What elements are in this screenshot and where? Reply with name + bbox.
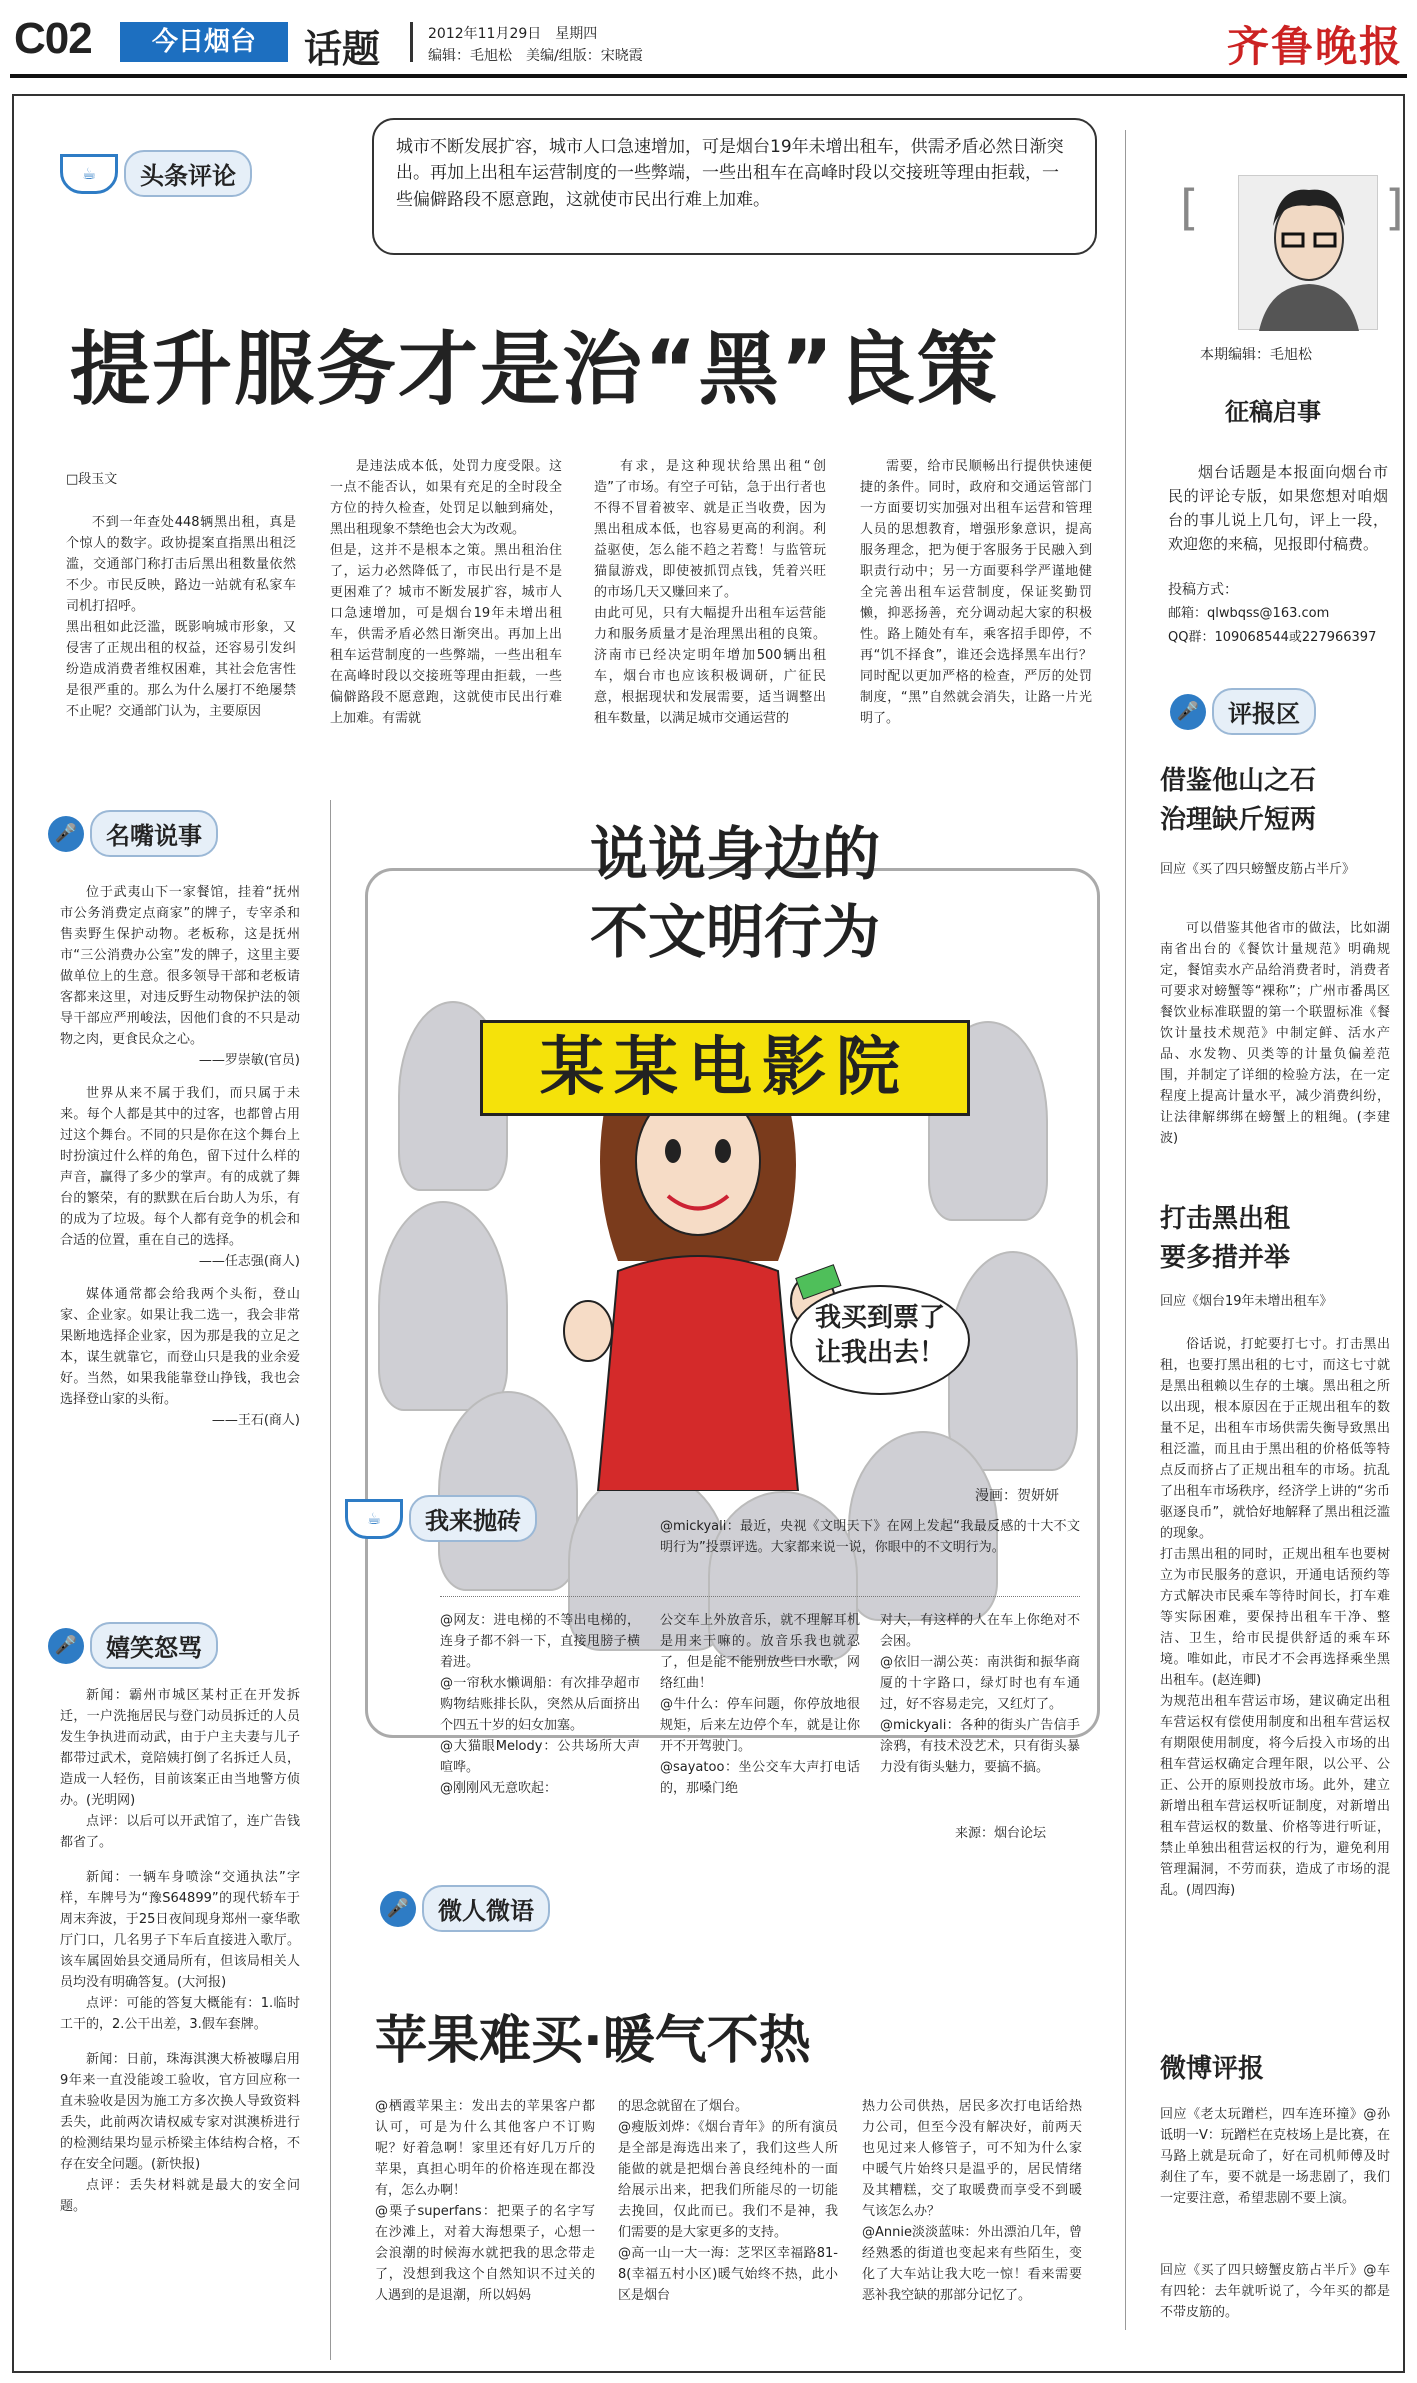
joke-comment: 点评：可能的答复大概能有：1.临时工干的，2.公干出差，3.假车套牌。: [60, 1996, 300, 2032]
bracket-right-icon: ]: [1385, 180, 1404, 236]
review-2-reply: 回应《烟台19年未增出租车》: [1160, 1294, 1333, 1309]
famous-source: ——王石(商人): [211, 1413, 300, 1428]
lead-col-4: 需要，给市民顺畅出行提供快速便捷的条件。同时，政府和交通运管部门一方面要切实加强对出租车运营和管理人员的思想教育，增强形象意识，提高服务理念，把为便于客服务于民融入到职责行动中；另一方面要科学严谨地健全完善出租车运营制度，保证奖勤罚懒，抑恶扬善，充分调动起大家的积极性。路上随处有车，乘客招手即停，不再“饥不择食”，谁还会选择黑车出行？同时配以更加严格的检查，严厉的处罚制度，“黑”自然就会消失，让路一片光明了。: [860, 459, 1092, 726]
cinema-sign: 某某电影院: [480, 1020, 970, 1116]
weibo-col-1: @栖霞苹果主：发出去的苹果客户都认可，可是为什么其他客户不订购呢？好着急啊！家里还有好几万斤的苹果，真担心明年的价格连现在都没有，怎么办啊！ @栗子superfans：把栗子的名字写在沙滩上，对着大海想栗子，心想一会浪潮的时候海水就把我的思念带走了，没想到我这个自然知识不过关的人遇到的是退潮，所以妈妈: [375, 2099, 595, 2303]
review-1-body: 可以借鉴其他省市的做法，比如湖南省出台的《餐饮计量规范》明确规定，餐馆卖水产品给消费者时，消费者可要求对螃蟹等“裸称”；广州市番禺区餐饮业标准联盟的第一个联盟标准《餐饮计量技术规范》中制定鲜、活水产品、水发物、贝类等的计量负偏差范围，并制定了详细的检验方法，在一定程度上提高计量水平，减少消费纠纷，让法律解绑绑在螃蟹上的粗绳。(李建波): [1160, 921, 1390, 1146]
lead-summary-bubble: 城市不断发展扩容，城市人口急速增加，可是烟台19年未增出租车，供需矛盾必然日渐突出。再加上出租车运营制度的一些弊端，一些出租车在高峰时段以交接班等理由拒载，一些偏僻路段不愿意跑，这就使市民出行难上加难。: [372, 118, 1097, 255]
contact-email[interactable]: 邮箱：qlwbqss@163.com: [1168, 606, 1330, 621]
header-rule: [10, 74, 1407, 78]
microphone-icon: 🎤: [1170, 694, 1206, 730]
review-1-reply: 回应《买了四只螃蟹皮筋占半斤》: [1160, 862, 1356, 877]
lead-label: ☕ 头条评论: [60, 150, 252, 197]
lead-author: □段玉文: [66, 472, 118, 487]
famous-column: [60, 882, 300, 1431]
throw-divider: [440, 1596, 1080, 1597]
lead-col-3: 有求，是这种现状给黑出租“创造”了市场。有空子可钻，急于出行者也不得不冒着被宰、就是正当收费，因为黑出租成本低，也容易更高的利润。利益驱使，怎么能不趋之若鹜！与监管玩猫鼠游戏，即使被抓罚点钱，凭着兴旺的市场几天又赚回来了。 由此可见，只有大幅提升出租车运营能力和服务质量才是治理黑出租的良策。济南市已经决定明年增加500辆出租车，烟台市也应该积极调研，广征民意，根据现状和发展需要，适当调整出租车数量，以满足城市交通运营的: [594, 459, 826, 726]
famous-quote: 世界从来不属于我们，而只属于未来。每个人都是其中的过客，也都曾占用过这个舞台。不同的只是你在这个舞台上时扮演过什么样的角色，留下过什么样的声音，赢得了多少的掌声。有的成就了舞台的繁荣，有的默默在后台助人为乐，有的成为了垃圾。每个人都有竞争的机会和合适的位置，重在自己的选择。: [60, 1086, 300, 1248]
joke-comment: 点评：以后可以开武馆了，连广告钱都省了。: [60, 1814, 300, 1850]
section-badge: 今日烟台: [120, 22, 288, 62]
review-2-body: 俗话说，打蛇要打七寸。打击黑出租，也要打黑出租的七寸，而这七寸就是黑出租赖以生存的土壤。黑出租之所以出现，根本原因在于正规出租车的数量不足，出租车市场供需失衡导致黑出租泛滥，而且由于黑出租的价格低等特点反而挤占了正规出租车的市场。抗乱了出租车市场秩序，经济学上讲的“劣币驱逐良币”，就恰好地解释了黑出租泛滥的现象。 打击黑出租的同时，正规出租车也要树立为市民服务的意识，开通电话预约等方式解决市民乘车等待时间长，打车难等实际困难，要保持出租车干净、整洁、卫生，给市民提供舒适的乘车环境。唯如此，市民才不会再选择乘坐黑出租车。(赵连卿) 为规范出租车营运市场，建议确定出租车营运权有偿使用制度和出租车营运权有期限使用制度，将今后投入市场的出租车营运权确定合理年限，以公平、公正、公开的原则投放市场。此外，建立新增出租车营运权听证制度，对新增出租车营运权的数量、价格等进行听证，禁止单独出租营运权的行为，避免利用管理漏洞，不劳而获，造成了市场的混乱。(周四海): [1160, 1337, 1390, 1898]
call-for-papers-title: 征稿启事: [1225, 398, 1321, 426]
weibo-talk-headline: 苹果难买·暖气不热: [375, 2011, 811, 2071]
editor-photo: [1238, 175, 1378, 330]
cartoon-credit: 漫画：贺妍妍: [975, 1488, 1059, 1504]
issue-date: 2012年11月29日 星期四: [428, 26, 598, 42]
topic-label: 话题: [304, 26, 381, 71]
coffee-cup-icon: ☕: [60, 154, 118, 194]
editor-caption: 本期编辑：毛旭松: [1200, 347, 1312, 363]
newspaper-logo: 齐鲁晚报: [1226, 22, 1403, 71]
joke-news: 新闻：霸州市城区某村正在开发拆迁，一户洗拖居民与登门动员拆迁的人员发生争执进而动武，由于户主夫妻与儿子都带过武术，竟陪姨打倒了名拆迁人员，造成一人轻伤，目前该案正由当地警方侦办。(光明网): [60, 1688, 300, 1808]
throw-col-1: @网友：进电梯的不等出电梯的，连身子都不斜一下，直接甩膀子横着进。 @一帘秋水懒调船：有次排孕超市购物结账排长队，突然从后面挤出个四五十岁的妇女加塞。 @大猫眼Melody：公共场所大声喧哗。 @刚刚风无意吹起：: [440, 1613, 640, 1796]
micro-review-1: 回应《老太玩蹭栏，四车连环撞》@孙诋明一V：玩蹭栏在克枝场上是比赛，在马路上就是玩命了，好在司机师傅及时刹住了车，要不就是一场悲剧了，我们一定要注意，希望悲剧不要上演。: [1160, 2107, 1390, 2206]
throw-intro: @mickyali：最近，央视《文明天下》在网上发起“我最反感的十大不文明行为”投票评选。大家都来说一说，你眼中的不文明行为。: [660, 1519, 1080, 1555]
throw-col-2: 公交车上外放音乐，就不理解耳机是用来干嘛的。放音乐我也就忍了，但是能不能别放些口水歌，网络红曲！ @牛什么：停车问题，你停放地很规矩，后来左边停个车，就是让你开不开驾驶门。 @sayatoo：坐公交车大声打电话的，那嗓门绝: [660, 1613, 860, 1796]
joke-news: 新闻：一辆车身喷涂“交通执法”字样，车牌号为“豫S64899”的现代轿车于周末奔波，于25日夜间现身郑州一豪华歌厅门口，几名男子下车后直接进入歌厅。该车属固始县交通局所有，但该局相关人员均没有明确答复。(大河报): [60, 1870, 300, 1990]
coffee-cup-icon: ☕: [345, 1499, 403, 1539]
review-1-title: 借鉴他山之石 治理缺斤短两: [1160, 766, 1317, 835]
review-label: 🎤 评报区: [1170, 688, 1316, 735]
micro-review-2: 回应《买了四只螃蟹皮筋占半斤》@车有四轮：去年就听说了，今年买的都是不带皮筋的。: [1160, 2263, 1390, 2320]
jokes-label: 🎤 嬉笑怒骂: [48, 1622, 218, 1669]
cartoon-title: 说说身边的 不文明行为: [589, 820, 880, 967]
microphone-icon: 🎤: [48, 1628, 84, 1664]
microphone-icon: 🎤: [380, 1891, 416, 1927]
weibo-talk-label: 🎤 微人微语: [380, 1885, 550, 1932]
joke-news: 新闻：日前，珠海淇澳大桥被曝启用9年来一直没能竣工验收，官方回应称一直未验收是因为施工方多次换人导致资料丢失，此前两次请权威专家对淇澳桥进行的检测结果均显示桥梁主体结构合格，不存在安全问题。(新快报): [60, 2052, 300, 2172]
right-column-rule: [1125, 130, 1126, 2330]
contact-title: 投稿方式：: [1168, 582, 1238, 598]
speech-bubble: 我买到票了 让我出去！: [790, 1285, 970, 1395]
throw-col-3: 对大，有这样的人在车上你绝对不会困。 @依旧一湖公英：南洪街和振华商厦的十字路口，绿灯时也有车通过，好不容易走完，又红灯了。 @mickyali：各种的街头广告信手涂鸦，有技术没艺术，只有街头暴力没有街头魅力，要搞不搞。: [880, 1613, 1080, 1775]
lead-col-1: 不到一年查处448辆黑出租，真是个惊人的数字。政协提案直指黑出租泛滥，交通部门称打击后黑出租数量依然不少。市民反映，路边一站就有私家车司机打招呼。 黑出租如此泛滥，既影响城市形象，又侵害了正规出租的权益，还容易引发纠纷造成消费者维权困难，其社会危害性是很严重的。那么为什么屡打不绝屡禁不止呢？交通部门认为，主要原因: [66, 515, 296, 719]
throw-label: ☕ 我来抛砖: [345, 1495, 537, 1542]
page-number: C02: [14, 14, 92, 63]
bracket-left-icon: [: [1180, 180, 1199, 236]
left-column-rule: [330, 800, 331, 2360]
weibo-col-2: 的思念就留在了烟台。 @瘦版刘烨：《烟台青年》的所有演员是全部是海选出来了，我们这些人所能做的就是把烟台善良经纯朴的一面给展示出来，把我们所能尽的一切能去挽回，仅此而已。我们不是神，我们需要的是大家更多的支持。 @高一山一大一海：芝罘区幸福路81-8(幸福五村小区)暖气始终不热，此小区是烟台: [618, 2099, 838, 2303]
cartoon-panel: [365, 868, 1100, 1738]
famous-source: ——罗崇敏(官员): [198, 1053, 300, 1068]
contact-qq: QQ群：109068544或227966397: [1168, 630, 1377, 645]
weibo-col-3: 热力公司供热，居民多次打电话给热力公司，但至今没有解决好，前两天也见过来人修管子，可不知为什么家中暖气片始终只是温乎的，居民情绪及其糟糕，交了取暖费而享受不到暖气该怎么办？ @Annie淡淡蓝味：外出漂泊几年，曾经熟悉的街道也变起来有些陌生，变化了大车站让我大吃一惊！看来需要恶补我空缺的那部分记忆了。: [862, 2099, 1082, 2303]
throw-source: 来源：烟台论坛: [955, 1826, 1047, 1841]
famous-quote: 媒体通常都会给我两个头衔，登山家、企业家。如果让我二选一，我会非常果断地选择企业家，因为那是我的立足之本，谋生就靠它，而登山只是我的业余爱好。当然，如果我能靠登山挣钱，我也会选择登山家的头衔。: [60, 1287, 300, 1407]
famous-source: ——任志强(商人): [198, 1254, 300, 1269]
micro-review-title: 微博评报: [1160, 2054, 1265, 2084]
microphone-icon: 🎤: [48, 816, 84, 852]
famous-quote: 位于武夷山下一家餐馆，挂着“抚州市公务消费定点商家”的牌子，专宰杀和售卖野生保护动物。老板称，这是抚州市“三公消费办公室”发的牌子，这里主要做单位上的生意。很多领导干部和老板请客都来这里，对违反野生动物保护法的领导干部应严刑峻法，因他们食的不只是动物之肉，更食民众之心。: [60, 885, 300, 1047]
call-for-papers-text: 烟台话题是本报面向烟台市民的评论专版，如果您想对咱烟台的事儿说上几句，评上一段，欢迎您的来稿，见报即付稿费。: [1168, 463, 1388, 553]
joke-comment: 点评：丢失材料就是最大的安全问题。: [60, 2178, 300, 2214]
editors-line: 编辑：毛旭松 美编/组版：宋晓霞: [428, 48, 643, 64]
header-divider: [410, 22, 413, 62]
review-2-title: 打击黑出租 要多措并举: [1160, 1204, 1291, 1273]
lead-headline: 提升服务才是治“黑”良策: [70, 323, 1000, 416]
famous-label: 🎤 名嘴说事: [48, 810, 218, 857]
lead-col-2: 是违法成本低，处罚力度受限。这一点不能否认，如果有充足的全时段全方位的持久检查，处罚足以触到痛处，黑出租现象不禁绝也会大为改观。 但是，这并不是根本之策。黑出租治住了，运力必然降低了，市民出行是不是更困难了？城市不断发展扩容，城市人口急速增加，可是烟台19年未增出租车，供需矛盾必然日渐突出。再加上出租车运营制度的一些弊端，一些出租车在高峰时段以交接班等理由拒载，一些偏僻路段不愿意跑，这就使市民出行难上加难。有需就: [330, 459, 562, 726]
jokes-column: [60, 1685, 300, 2217]
